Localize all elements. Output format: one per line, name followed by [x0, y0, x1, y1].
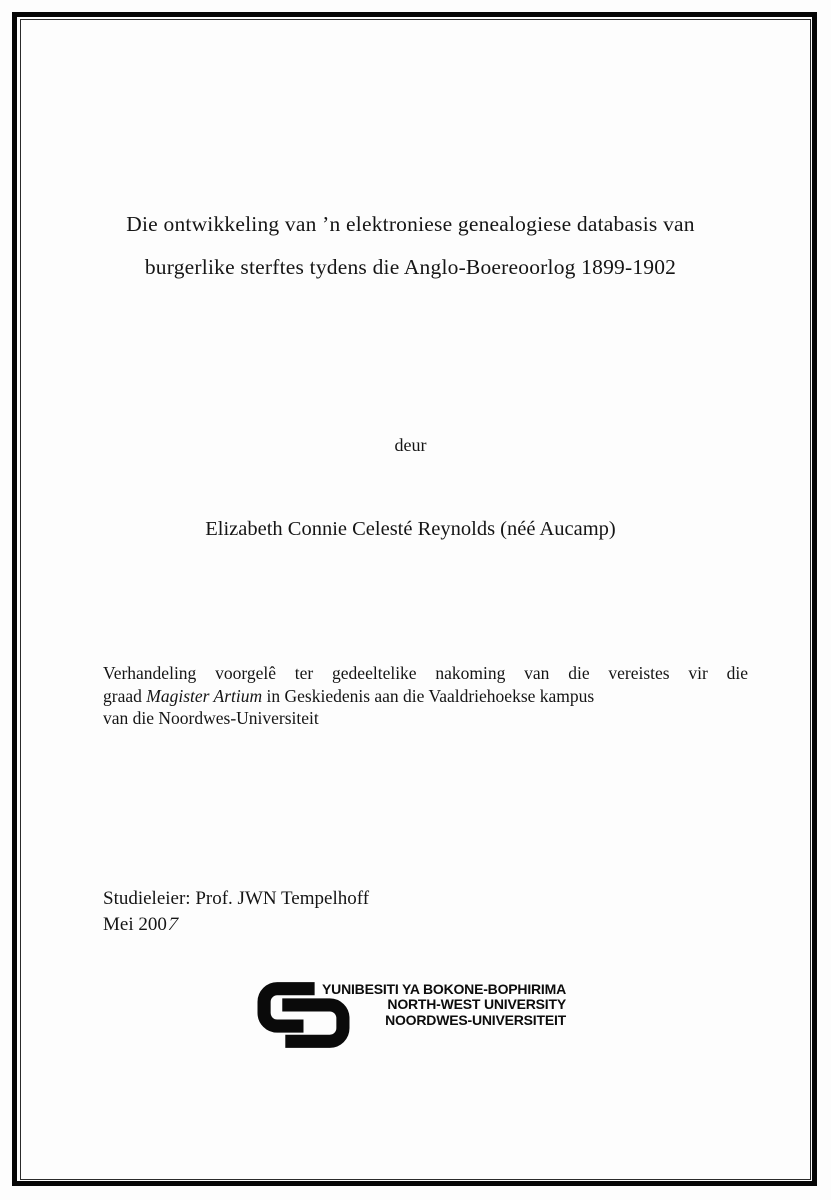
degree-statement-line2-suffix: in Geskiedenis aan die Vaaldriehoekse kampus: [262, 685, 595, 706]
degree-statement-line1: Verhandeling voorgelê ter gedeeltelike nakoming van die vereistes vir die: [103, 663, 748, 683]
author-name: Elizabeth Connie Celesté Reynolds (néé Aucamp): [205, 518, 616, 540]
thesis-title-line2: burgerlike sterftes tydens die Anglo-Boereoorlog 1899-1902: [144, 255, 677, 279]
university-name-setswana: YUNIBESITI YA BOKONE-BOPHIRIMA: [322, 981, 566, 997]
degree-statement-line3: van die Noordwes-Universiteit: [103, 708, 319, 729]
supervisor-block: [103, 886, 369, 937]
supervisor-line: Studieleier: Prof. JWN Tempelhoff: [103, 888, 370, 909]
degree-statement: [103, 662, 748, 730]
thesis-title-line1: Die ontwikkeling van ’n elektroniese genealogiese databasis van: [126, 212, 695, 236]
date-digit: 7: [164, 913, 181, 935]
date-line: [103, 912, 369, 938]
thesis-title: [85, 203, 736, 289]
byline-label: deur: [394, 435, 427, 455]
university-name-afrikaans: NOORDWES-UNIVERSITEIT: [385, 1011, 566, 1028]
university-name-english: NORTH-WEST UNIVERSITY: [387, 996, 566, 1013]
university-logo-wordmark: [321, 982, 566, 1028]
degree-name-italic: Magister Artium: [146, 685, 263, 706]
university-logo: [257, 982, 569, 1052]
date-prefix: Mei 200: [103, 913, 167, 935]
degree-statement-line2: [103, 685, 748, 708]
degree-statement-line2-prefix: graad: [103, 685, 147, 706]
